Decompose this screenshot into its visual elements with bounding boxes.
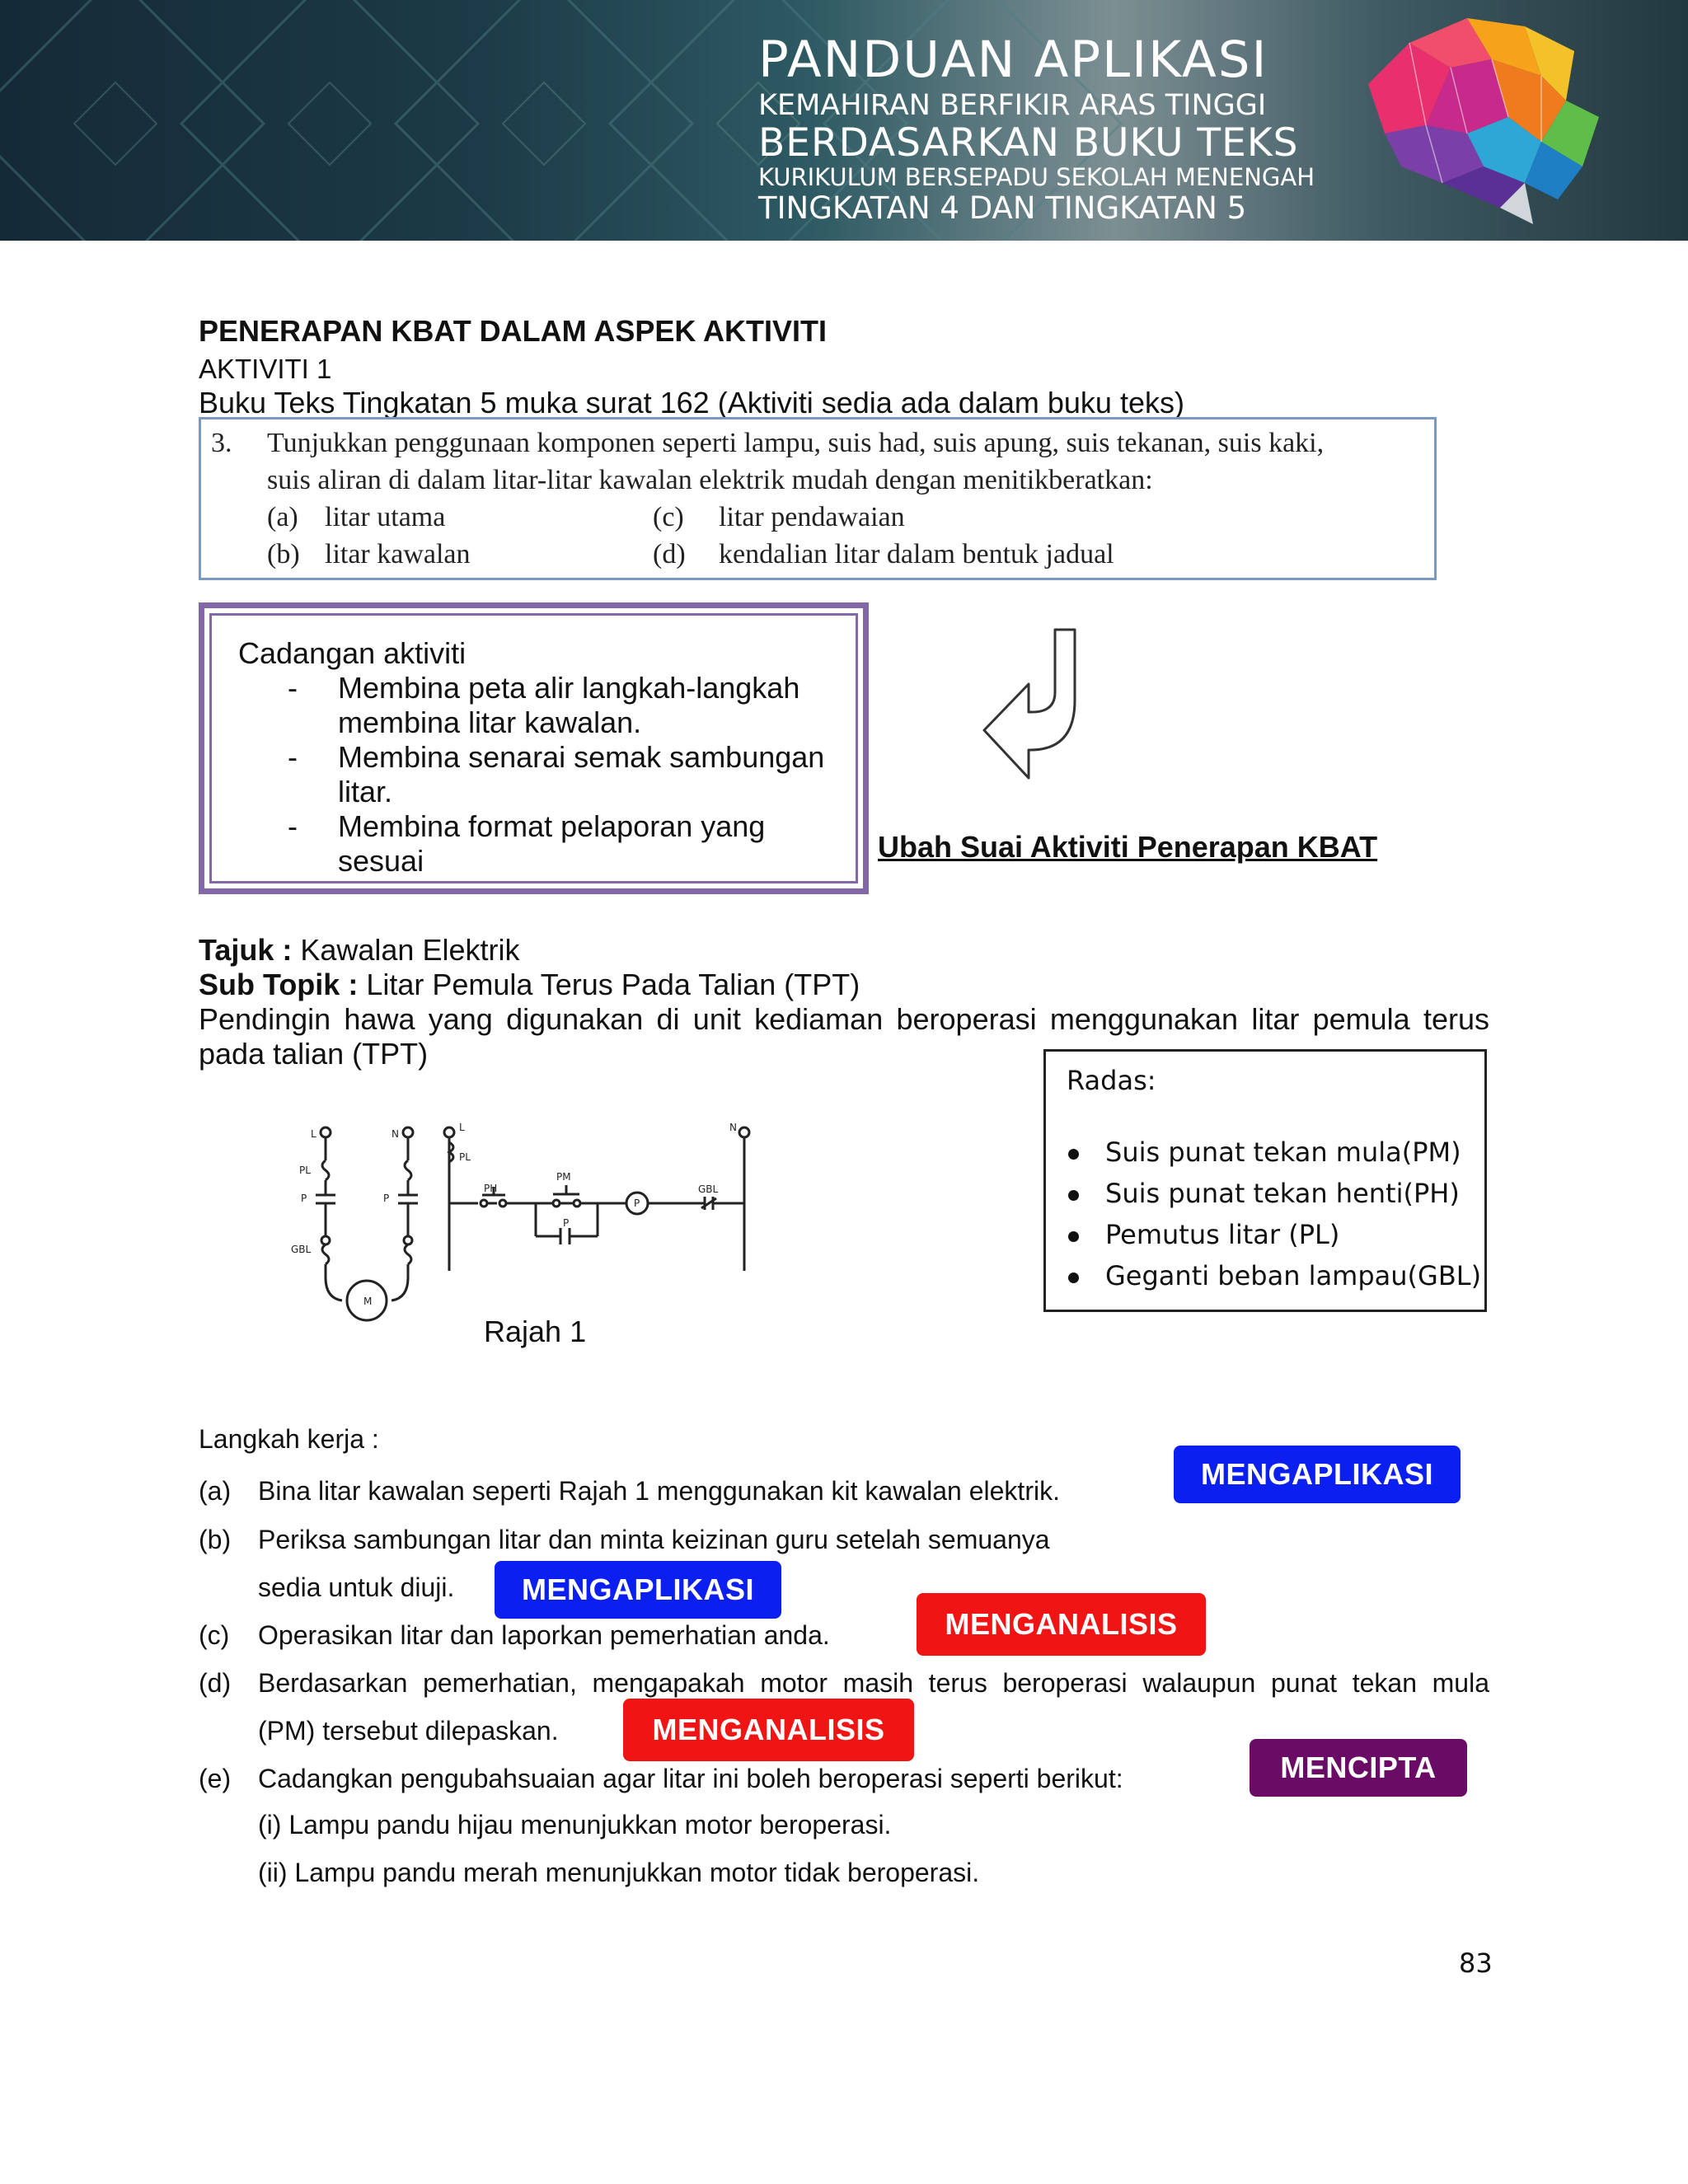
- bullet-icon: [1068, 1149, 1079, 1160]
- circuit-label-N: N: [729, 1122, 737, 1133]
- bullet-icon: [1068, 1190, 1079, 1201]
- circuit-label-L: L: [311, 1128, 316, 1140]
- option-b-text: litar kawalan: [325, 539, 471, 569]
- subtopik-label: Sub Topik :: [199, 968, 359, 1001]
- step-d-line-2: (PM) tersebut dilepaskan.: [258, 1716, 559, 1746]
- bullet-icon: [1068, 1272, 1079, 1283]
- brain-logo-icon: [1352, 10, 1615, 232]
- mengaplikasi-badge: MENGAPLIKASI: [1174, 1446, 1461, 1503]
- suggestion-dash: -: [288, 809, 298, 843]
- page-number: 83: [1459, 1947, 1493, 1979]
- topic-description-line-2: pada talian (TPT): [199, 1037, 429, 1071]
- step-c-text: Operasikan litar dan laporkan pemerhatian anda.: [258, 1620, 830, 1650]
- menganalisis-badge: MENGANALISIS: [623, 1699, 914, 1761]
- section-title: PENERAPAN KBAT DALAM ASPEK AKTIVITI: [199, 314, 828, 348]
- diagram-caption: Rajah 1: [484, 1315, 587, 1348]
- step-c-letter: (c): [199, 1620, 230, 1650]
- suggestion-item-1-line-1: Membina peta alir langkah-langkah: [338, 671, 800, 705]
- circuit-diagram: [276, 1113, 771, 1323]
- option-a-text: litar utama: [325, 502, 446, 532]
- radas-item: Suis punat tekan henti(PH): [1105, 1178, 1460, 1209]
- step-b-letter: (b): [199, 1525, 232, 1554]
- step-b-line-2: sedia untuk diuji.: [258, 1572, 455, 1602]
- step-b-line-1: Periksa sambungan litar dan minta keizinan guru setelah semuanya: [258, 1525, 1050, 1554]
- circuit-label-PM: PM: [556, 1171, 571, 1183]
- suggestion-dash: -: [288, 740, 298, 774]
- subtopik-value: Litar Pemula Terus Pada Talian (TPT): [366, 968, 860, 1001]
- circuit-label-GBL: GBL: [291, 1244, 312, 1255]
- circuit-label-N: N: [392, 1128, 399, 1140]
- question-number: 3.: [211, 428, 232, 458]
- question-line-2: suis aliran di dalam litar-litar kawalan elektrik mudah dengan menitikberatkan:: [267, 465, 1153, 495]
- option-c-text: litar pendawaian: [719, 502, 905, 532]
- header-banner: [0, 0, 1688, 241]
- subtopic-line: [199, 968, 860, 1002]
- banner-line-3: BERDASARKAN BUKU TEKS: [758, 120, 1299, 166]
- suggestion-item-3-line-1: Membina format pelaporan yang: [338, 809, 766, 843]
- circuit-label-PL: PL: [299, 1165, 311, 1176]
- step-a-text: Bina litar kawalan seperti Rajah 1 menggunakan kit kawalan elektrik.: [258, 1476, 1060, 1506]
- suggestion-title: Cadangan aktiviti: [238, 636, 467, 670]
- question-line-1: Tunjukkan penggunaan komponen seperti lampu, suis had, suis apung, suis tekanan, suis kaki,: [267, 428, 1325, 458]
- textbook-question-box: [199, 417, 1437, 580]
- modify-activity-label: Ubah Suai Aktiviti Penerapan KBAT: [878, 830, 1378, 864]
- banner-line-1: PANDUAN APLIKASI: [758, 30, 1268, 89]
- radas-box: [1043, 1049, 1487, 1312]
- suggestion-item-2-line-1: Membina senarai semak sambungan: [338, 740, 825, 774]
- step-a-letter: (a): [199, 1476, 232, 1506]
- suggestion-item-2-line-2: litar.: [338, 775, 393, 808]
- radas-item: Geganti beban lampau(GBL): [1105, 1260, 1482, 1291]
- option-d-letter: (d): [653, 539, 686, 569]
- circuit-wires: [316, 1127, 749, 1320]
- step-e-text: Cadangkan pengubahsuaian agar litar ini boleh beroperasi seperti berikut:: [258, 1764, 1123, 1793]
- option-a-letter: (a): [267, 502, 298, 532]
- bullet-icon: [1068, 1231, 1079, 1242]
- mengaplikasi-badge: MENGAPLIKASI: [495, 1561, 781, 1619]
- circuit-label-P: P: [634, 1197, 640, 1209]
- option-b-letter: (b): [267, 539, 300, 569]
- tajuk-label: Tajuk :: [199, 933, 293, 967]
- step-e-ii: (ii) Lampu pandu merah menunjukkan motor tidak beroperasi.: [258, 1858, 980, 1887]
- topic-line: [199, 933, 519, 968]
- suggestion-box: [199, 602, 869, 894]
- banner-line-4: KURIKULUM BERSEPADU SEKOLAH MENENGAH: [758, 163, 1315, 191]
- tajuk-value: Kawalan Elektrik: [300, 933, 520, 967]
- activity-label: AKTIVITI 1: [199, 354, 332, 384]
- step-e-i: (i) Lampu pandu hijau menunjukkan motor beroperasi.: [258, 1810, 892, 1840]
- circuit-label-PH: PH: [484, 1183, 498, 1194]
- textbook-reference: Buku Teks Tingkatan 5 muka surat 162 (Aktiviti sedia ada dalam buku teks): [199, 386, 1184, 419]
- curved-arrow-icon: [973, 626, 1088, 783]
- step-d-line-1: Berdasarkan pemerhatian, mengapakah motor masih terus beroperasi walaupun punat tekan mula: [258, 1668, 1489, 1698]
- option-d-text: kendalian litar dalam bentuk jadual: [719, 539, 1114, 569]
- circuit-label-P: P: [383, 1193, 390, 1204]
- step-e-letter: (e): [199, 1764, 232, 1793]
- suggestion-item-1-line-2: membina litar kawalan.: [338, 705, 642, 739]
- option-c-letter: (c): [653, 502, 684, 532]
- banner-line-5: TINGKATAN 4 DAN TINGKATAN 5: [758, 190, 1247, 226]
- suggestion-item-3-line-2: sesuai: [338, 844, 424, 878]
- radas-item: Pemutus litar (PL): [1105, 1219, 1340, 1250]
- banner-line-2: KEMAHIRAN BERFIKIR ARAS TINGGI: [758, 89, 1267, 122]
- banner-title: [758, 30, 1352, 226]
- radas-item: Suis punat tekan mula(PM): [1105, 1137, 1461, 1168]
- radas-title: Radas:: [1067, 1065, 1156, 1096]
- mencipta-badge: MENCIPTA: [1250, 1739, 1467, 1797]
- circuit-label-M: M: [363, 1296, 373, 1307]
- circuit-label-L: L: [459, 1122, 465, 1133]
- circuit-label-P: P: [301, 1193, 307, 1204]
- steps-title: Langkah kerja :: [199, 1424, 379, 1454]
- circuit-labels: [291, 1122, 737, 1307]
- circuit-label-PL: PL: [459, 1151, 471, 1163]
- menganalisis-badge: MENGANALISIS: [917, 1593, 1206, 1656]
- circuit-label-P: P: [563, 1217, 570, 1229]
- step-d-letter: (d): [199, 1668, 232, 1698]
- topic-description-line-1: Pendingin hawa yang digunakan di unit kediaman beroperasi menggunakan litar pemula terus: [199, 1002, 1489, 1036]
- suggestion-dash: -: [288, 671, 298, 705]
- circuit-label-GBL: GBL: [698, 1183, 719, 1195]
